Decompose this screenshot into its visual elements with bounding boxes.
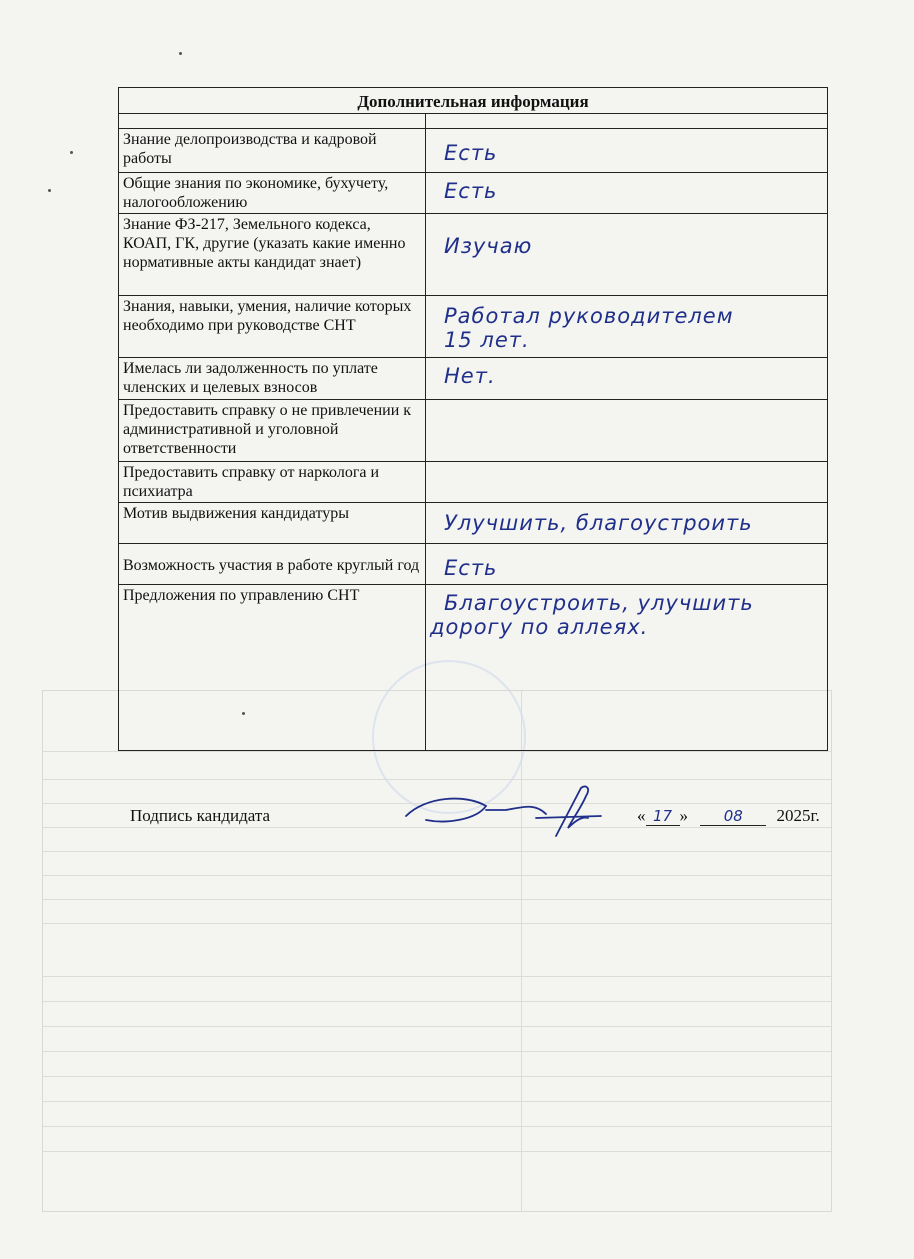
- answer-cell: [426, 173, 828, 214]
- question-cell: Предоставить справку от нарколога и психиатра: [119, 462, 426, 503]
- table-row: [119, 214, 828, 296]
- signature-date: [637, 806, 820, 826]
- question-cell: Возможность участия в работе круглый год: [119, 544, 426, 585]
- handwritten-answer-line1: Благоустроить, улучшить: [444, 591, 754, 615]
- table-row: [119, 296, 828, 358]
- answer-cell: [426, 296, 828, 358]
- handwritten-answer: Улучшить, благоустроить: [444, 511, 753, 535]
- question-cell: Предложения по управлению СНТ: [119, 585, 426, 751]
- table-row: [119, 129, 828, 173]
- handwritten-answer-line1: Работал руководителем: [444, 304, 734, 328]
- date-day: 17: [646, 807, 680, 826]
- answer-cell: [426, 462, 828, 503]
- table-row: [119, 503, 828, 544]
- question-cell: Знание делопроизводства и кадровой работы: [119, 129, 426, 173]
- question-cell: Общие знания по экономике, бухучету, налогообложению: [119, 173, 426, 214]
- answer-cell: [426, 585, 828, 751]
- signature-scribble: [386, 776, 606, 846]
- table-row: [119, 358, 828, 400]
- handwritten-answer: Есть: [444, 179, 498, 203]
- date-close-quote: »: [679, 806, 688, 825]
- paper-speck: [48, 189, 51, 192]
- handwritten-answer-line2: 15 лет.: [444, 328, 530, 352]
- question-cell: Предоставить справку о не привлечении к административной и уголовной ответственности: [119, 400, 426, 462]
- answer-cell: [426, 214, 828, 296]
- question-cell: Мотив выдвижения кандидатуры: [119, 503, 426, 544]
- question-cell: Знания, навыки, умения, наличие которых необходимо при руководстве СНТ: [119, 296, 426, 358]
- paper-speck: [242, 712, 245, 715]
- ghost-table: [42, 690, 832, 1212]
- question-cell: Знание ФЗ-217, Земельного кодекса, КОАП, ГК, другие (указать какие именно нормативные акты кандидат знает): [119, 214, 426, 296]
- table-row: [119, 173, 828, 214]
- paper-speck: [70, 151, 73, 154]
- table-row: [119, 544, 828, 585]
- handwritten-answer: Есть: [444, 556, 498, 580]
- signature-label: Подпись кандидата: [130, 806, 271, 825]
- handwritten-answer: Нет.: [444, 364, 496, 388]
- answer-cell: [426, 544, 828, 585]
- handwritten-answer-line2: дорогу по аллеях.: [430, 615, 649, 639]
- answer-cell: [426, 358, 828, 400]
- additional-info-table: [118, 87, 828, 751]
- table-row: [119, 462, 828, 503]
- date-year: 2025г.: [776, 806, 820, 825]
- answer-cell: [426, 129, 828, 173]
- answer-cell: [426, 400, 828, 462]
- table-row: [119, 585, 828, 751]
- answer-cell: [426, 503, 828, 544]
- handwritten-answer: Изучаю: [444, 234, 533, 258]
- handwritten-answer: Есть: [444, 141, 498, 165]
- date-open-quote: «: [637, 806, 646, 825]
- question-cell: Имелась ли задолженность по уплате членских и целевых взносов: [119, 358, 426, 400]
- table-header: Дополнительная информация: [119, 88, 828, 114]
- table-row: [119, 400, 828, 462]
- date-month: 08: [700, 807, 766, 826]
- paper-speck: [179, 52, 182, 55]
